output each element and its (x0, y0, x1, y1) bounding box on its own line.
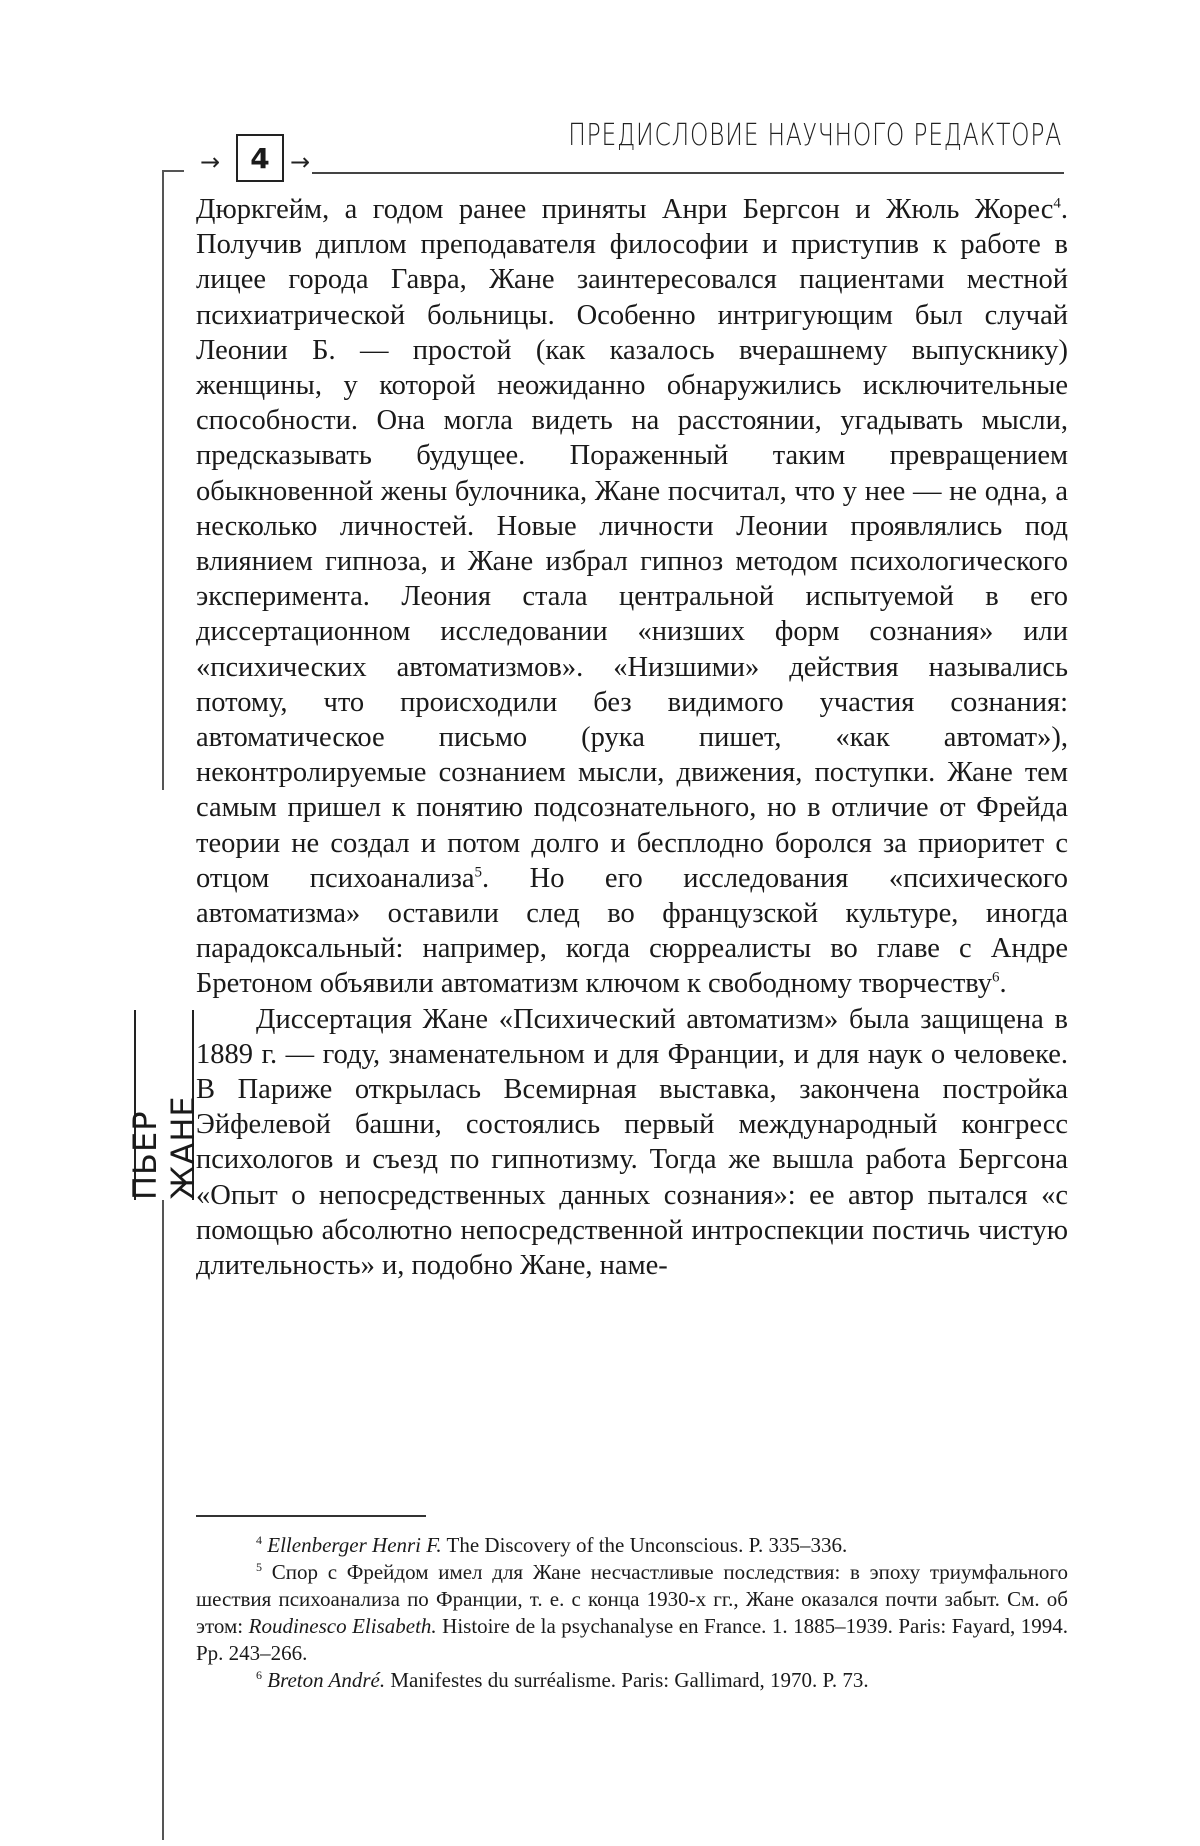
sidebar-rule-top (162, 170, 164, 790)
left-arrow-icon: → (200, 148, 221, 176)
footnotes (196, 1532, 1068, 1694)
sidebar-rule-top-tick (162, 170, 184, 172)
footnote-ref-5[interactable]: 5 (474, 864, 483, 881)
footnote-ref-6[interactable]: 6 (992, 969, 1000, 986)
sidebar-title (126, 1010, 202, 1200)
footnote-5: $^5$ Спор с Фрейдом имел для Жане несчастливые последствия: в эпоху триумфального шествия психоанализа по Франции, т. е. с конца 1930-х гг., Жане оказался почти забыт. См. об этом: Roudinesco Elisabeth. Histoire de la psychanalyse en France. 1. 1885–1939. Paris: Fayard, 1994. Pp. 243–266. (196, 1560, 1069, 1665)
body-text (196, 192, 1068, 1283)
running-head: ПРЕДИСЛОВИЕ НАУЧНОГО РЕДАКТОРА (568, 118, 1062, 153)
header-rule (312, 172, 1064, 174)
right-arrow-icon: → (290, 148, 311, 176)
footnote-ref-4[interactable]: 4 (1053, 195, 1061, 212)
paragraph-1: Дюркгейм, а годом ранее приняты Анри Бергсон и Жюль Жорес$^4$. Получив диплом преподавателя философии и приступив к работе в лицее города Гавра, Жане заинтересовался пациентами местной психиатрической больницы. Особенно интригующим был случай Леонии Б. — простой (как казалось вчерашнему выпускнику) женщины, у которой неожиданно обнаружились исключительные способности. Она могла видеть на расстоянии, угадывать мысли, предсказывать будущее. Пораженный таким превращением обыкновенной жены булочника, Жане посчитал, что у нее — не одна, а несколько личностей. Новые личности Леонии проявлялись под влиянием гипноза, и Жане избрал гипноз методом психологического эксперимента. Леония стала центральной испытуемой в его диссертационном исследовании «низших форм сознания» или «психических автоматизмов». «Низшими» действия назывались потому, что происходили без видимого участия сознания: автоматическое письмо (рука пишет, «как автомат»), неконтролируемые сознанием мысли, движения, поступки. Жане тем самым пришел к понятию подсознательного, но в отличие от Фрейда теории не создал и потом долго и бесплодно боролся за приоритет с отцом психоанализа$^5$. Но его исследования «психического автоматизма» оставили след во французской культуре, иногда парадоксальный: например, когда сюрреалисты во главе с Андре Бретоном объявили автоматизм ключом к свободному творчеству$^6$. (196, 194, 1069, 1000)
sidebar-title-text: ПЬЕР ЖАНЕ (126, 1095, 202, 1200)
footnote-rule (196, 1515, 426, 1517)
sidebar-title-frame (126, 1010, 202, 1200)
footnote-6: $^6$ Breton André. Manifestes du surréalisme. Paris: Gallimard, 1970. P. 73. (256, 1668, 869, 1692)
paragraph-2: Диссертация Жане «Психический автоматизм» была защищена в 1889 г. — году, знаменательном и для Франции, и для наук о человеке. В Париже открылась Всемирная выставка, закончена постройка Эйфелевой башни, состоялись первый международный конгресс психологов и съезд по гипнотизму. Тогда же вышла работа Бергсона «Опыт о непосредственных данных сознания»: ее автор пытался «с помощью абсолютно непосредственной интроспекции постичь чистую длительность» и, подобно Жане, наме- (196, 1003, 1068, 1282)
page-number: 4 (236, 134, 284, 182)
footnote-4: $^4$ Ellenberger Henri F. The Discovery of the Unconscious. P. 335–336. (256, 1533, 848, 1557)
